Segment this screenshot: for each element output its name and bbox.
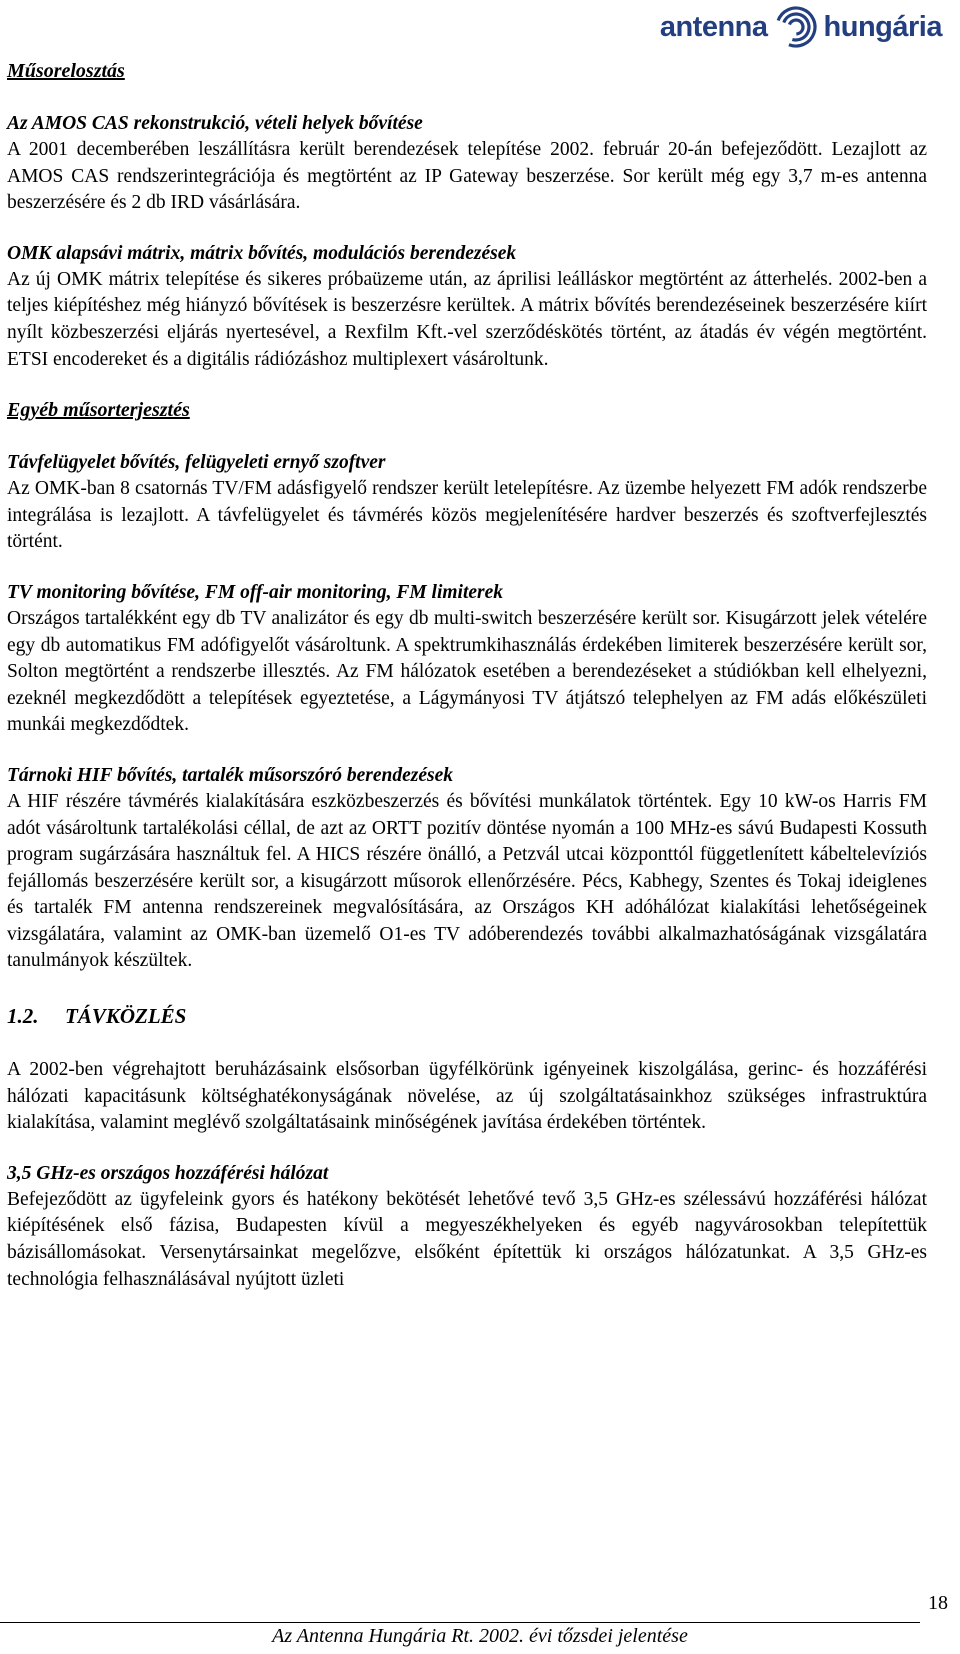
subsection-title-omk-matrix: OMK alapsávi mátrix, mátrix bővítés, modulációs berendezések (7, 242, 517, 264)
section-title-musorelosztas: Műsorelosztás (7, 60, 125, 82)
chapter-heading (7, 1002, 927, 1030)
logo-word-left: antenna (659, 10, 768, 43)
concentric-arcs-icon (774, 5, 818, 49)
company-logo (660, 6, 942, 48)
subsection-title-amos-cas: Az AMOS CAS rekonstrukció, vételi helyek bővítése (7, 113, 423, 134)
chapter-title: TÁVKÖZLÉS (65, 1004, 187, 1029)
footer-text: Az Antenna Hungária Rt. 2002. évi tőzsdei jelentése (272, 1625, 688, 1647)
page-number: 18 (928, 1592, 948, 1614)
paragraph-tavkozles-intro: A 2002-ben végrehajtott beruházásaink elsősorban ügyfélkörünk igényeinek kiszolgálása, gerinc- és hozzáférési hálózati kapacitásunk költséghatékonyságának növelése, az új szolgáltatásainkhoz szükséges infrastruktúra kialakítása, valamint meglévő szolgáltatásaink minőségének javítása érdekében történtek. (7, 1059, 927, 1134)
document-body (7, 58, 927, 1293)
subsection-title-tarnoki-hif: Tárnoki HIF bővítés, tartalék műsorszóró berendezések (7, 764, 453, 786)
footer-divider (0, 1622, 920, 1623)
subsection-title-tv-monitoring: TV monitoring bővítése, FM off-air monitoring, FM limiterek (7, 581, 504, 603)
paragraph-amos-cas: A 2001 decemberében leszállításra került berendezések telepítése 2002. február 20-án befejeződött. Lezajlott az AMOS CAS rendszerintegrációja és megtörtént az IP Gateway beszerzése. Sor került még egy 3,7 m-es antenna beszerzésére és 2 db IRD vásárlására. (7, 139, 927, 214)
subsection-title-35ghz: 3,5 GHz-es országos hozzáférési hálózat (7, 1162, 329, 1184)
paragraph-tavfelugyelet: Az OMK-ban 8 csatornás TV/FM adásfigyelő rendszer került letelepítésre. Az üzembe helyezett FM adók rendszerbe integrálása is lezajlott. A távfelügyelet és távmérés közös megjelenítésére hardver beszerzés és szoftverfejlesztés történt. (7, 478, 927, 553)
subsection-title-tavfelugyelet: Távfelügyelet bővítés, felügyeleti ernyő szoftver (7, 452, 386, 474)
paragraph-omk-matrix: Az új OMK mátrix telepítése és sikeres próbaüzeme után, az áprilisi leálláskor megtörtént az átterhelés. 2002-ben a teljes kiépítéshez még hiányzó bővítések is beszerzésre kerültek. A mátrix bővítés berendezéseinek beszerzésére kiírt nyílt közbeszerzési eljárás nyertesével, a Rexfilm Kft.-vel szerződéskötés történt, az átadás év végén megtörtént. ETSI encodereket és a digitális rádiózáshoz multiplexert vásároltunk. (7, 268, 927, 370)
chapter-number: 1.2. (7, 1004, 39, 1029)
section-title-egyeb-musorterjesztes: Egyéb műsorterjesztés (7, 399, 190, 422)
paragraph-35ghz: Befejeződött az ügyfeleink gyors és hatékony bekötését lehetővé tevő 3,5 GHz-es szélessávú hozzáférési hálózat kiépítésének első fázisa, Budapesten kívül a megyeszékhelyeken és egyéb nagyvárosokban telepítettük bázisállomásokat. Versenytársainkat megelőzve, elsőként építettük ki országos hálózatunkat. A 3,5 GHz-es technológia felhasználásával nyújtott üzleti (7, 1188, 927, 1290)
paragraph-tarnoki-hif: A HIF részére távmérés kialakítására eszközbeszerzés és bővítési munkálatok történtek. Egy 10 kW-os Harris FM adót vásároltunk tartalékolási céllal, de azt az ORTT pozitív döntése nyomán a 100 MHz-es sávú Budapesti Kossuth program sugárzására használtuk fel. A HICS részére önálló, a Petzvál utcai központtól függetlenített kábeltelevíziós fejállomás beszerzésére került sor, a kisugárzott műsorok ellenőrzésére. Pécs, Kabhegy, Szentes és Tokaj ideiglenes és tartalék FM antenna rendszereinek megvalósítására, az Országos KH adóhálózat kialakítási lehetőségeinek vizsgálatára, valamint az OMK-ban üzemelő O1-es TV adóberendezés további alkalmazhatóságának vizsgálatára tanulmányok készültek. (7, 790, 927, 972)
paragraph-tv-monitoring: Országos tartalékként egy db TV analizátor és egy db multi-switch beszerzésére került sor. Kisugárzott jelek vételére egy db automatikus FM adófigyelőt vásároltunk. A spektrumkihasználás érdekében limiterek beszerzésére került sor, Solton megtörtént a rendszerbe illesztés. Az FM hálózatok esetében a berendezéseket a stúdiókban kell elhelyezni, ezeknél megkezdődött a telepítések egyeztetése, a Lágymányosi TV átjátszó telephelyen az FM adás előkészületi munkái megkezdődtek. (7, 607, 927, 736)
logo-word-right: hungária (823, 10, 942, 43)
